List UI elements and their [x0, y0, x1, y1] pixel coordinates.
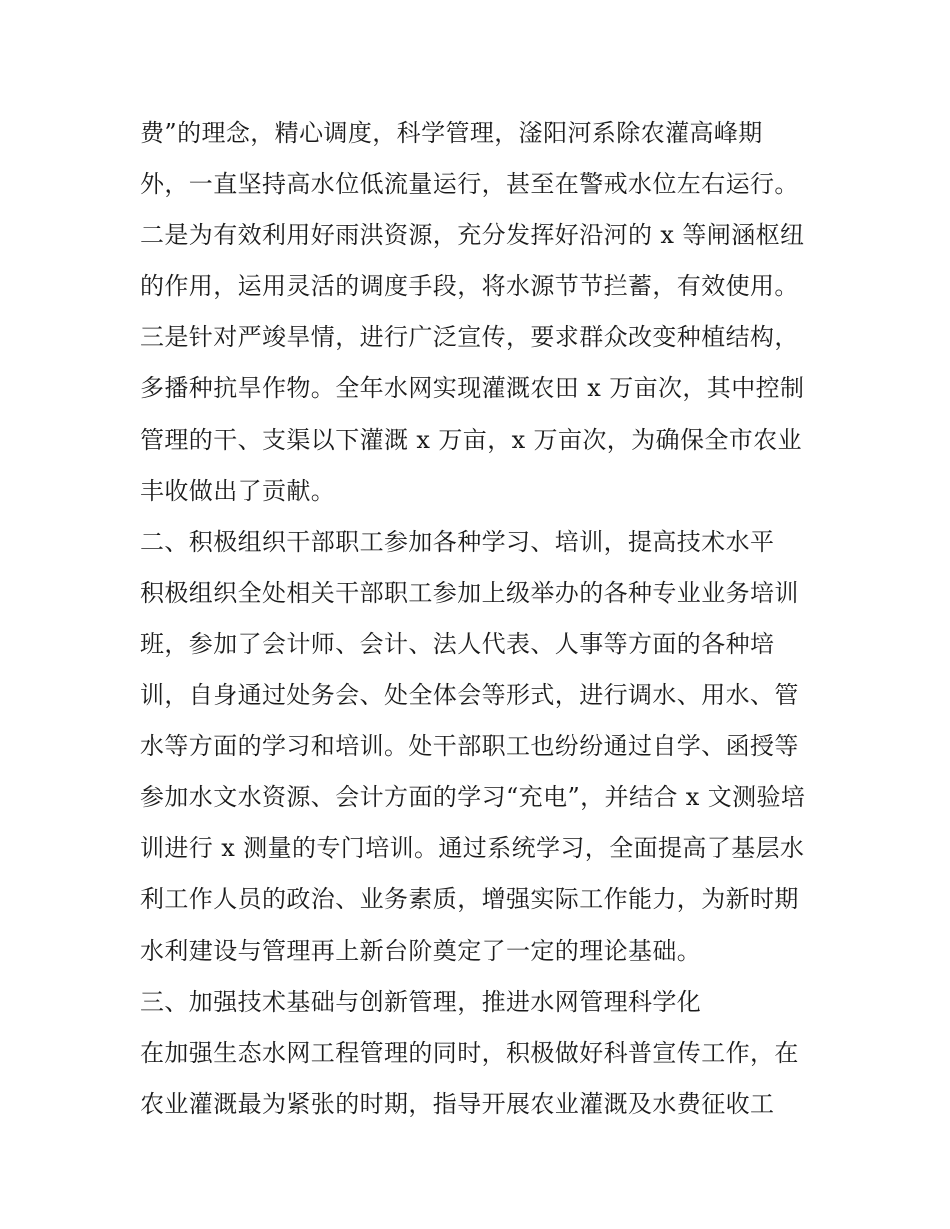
text-line: 三是针对严竣旱情，进行广泛宣传，要求群众改变种植结构， — [140, 323, 799, 352]
text-line: 训进行 x 测量的专门培训。通过系统学习，全面提高了基层水 — [140, 834, 805, 863]
document-body — [140, 108, 840, 1130]
section-heading: 三、加强技术基础与创新管理，推进水网管理科学化 — [140, 987, 702, 1016]
text-line: 水利建设与管理再上新台阶奠定了一定的理论基础。 — [140, 936, 702, 965]
text-line: 班，参加了会计师、会计、法人代表、人事等方面的各种培 — [140, 629, 775, 658]
text-line: 多播种抗旱作物。全年水网实现灌溉农田 x 万亩次，其中控制 — [140, 374, 805, 403]
text-line: 的作用，运用灵活的调度手段，将水源节节拦蓄，有效使用。 — [140, 272, 799, 301]
text-line: 积极组织全处相关干部职工参加上级举办的各种专业业务培训 — [140, 578, 799, 607]
text-line: 管理的干、支渠以下灌溉 x 万亩，x 万亩次，为确保全市农业 — [140, 425, 802, 454]
text-line: 费”的理念，精心调度，科学管理，滏阳河系除农灌高峰期 — [140, 119, 763, 147]
text-line: 外，一直坚持高水位低流量运行，甚至在警戒水位左右运行。 — [140, 170, 799, 199]
text-line: 丰收做出了贡献。 — [140, 476, 336, 505]
section-heading: 二、积极组织干部职工参加各种学习、培训，提高技术水平 — [140, 527, 775, 556]
text-line: 在加强生态水网工程管理的同时，积极做好科普宣传工作，在 — [140, 1038, 799, 1067]
text-line: 利工作人员的政治、业务素质，增强实际工作能力，为新时期 — [140, 885, 799, 914]
text-line: 参加水文水资源、会计方面的学习“充电”，并结合 x 文测验培 — [140, 783, 806, 812]
text-line: 农业灌溉最为紧张的时期，指导开展农业灌溉及水费征收工 — [140, 1089, 775, 1118]
text-line: 水等方面的学习和培训。处干部职工也纷纷通过自学、函授等 — [140, 732, 799, 761]
text-line: 训，自身通过处务会、处全体会等形式，进行调水、用水、管 — [140, 681, 799, 710]
text-line: 二是为有效利用好雨洪资源，充分发挥好沿河的 x 等闸涵枢纽 — [140, 221, 805, 250]
